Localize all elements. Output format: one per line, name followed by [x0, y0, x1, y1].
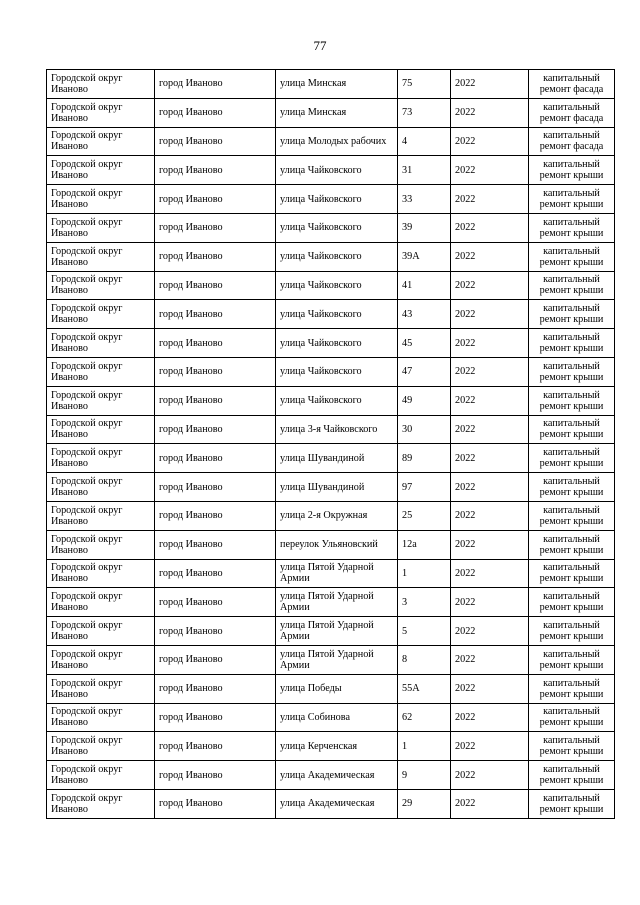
house-number-cell: 12а	[398, 530, 451, 559]
year-cell: 2022	[451, 645, 529, 674]
municipality-cell: Городской округ Иваново	[47, 386, 155, 415]
city-cell: город Иваново	[155, 156, 276, 185]
municipality-cell: Городской округ Иваново	[47, 674, 155, 703]
table-row	[47, 98, 615, 127]
year-cell: 2022	[451, 329, 529, 358]
year-cell: 2022	[451, 703, 529, 732]
table-row	[47, 300, 615, 329]
year-cell: 2022	[451, 242, 529, 271]
city-cell: город Иваново	[155, 70, 276, 99]
house-number-cell: 8	[398, 645, 451, 674]
street-cell: улица Победы	[276, 674, 398, 703]
municipality-cell: Городской округ Иваново	[47, 271, 155, 300]
work-type-cell: капитальный ремонт крыши	[529, 789, 615, 818]
year-cell: 2022	[451, 271, 529, 300]
city-cell: город Иваново	[155, 617, 276, 646]
table-row	[47, 559, 615, 588]
house-number-cell: 39А	[398, 242, 451, 271]
municipality-cell: Городской округ Иваново	[47, 415, 155, 444]
work-type-cell: капитальный ремонт фасада	[529, 70, 615, 99]
city-cell: город Иваново	[155, 127, 276, 156]
year-cell: 2022	[451, 617, 529, 646]
work-type-cell: капитальный ремонт крыши	[529, 530, 615, 559]
year-cell: 2022	[451, 127, 529, 156]
year-cell: 2022	[451, 530, 529, 559]
year-cell: 2022	[451, 156, 529, 185]
work-type-cell: капитальный ремонт крыши	[529, 300, 615, 329]
municipality-cell: Городской округ Иваново	[47, 70, 155, 99]
work-type-cell: капитальный ремонт крыши	[529, 501, 615, 530]
table-row	[47, 703, 615, 732]
city-cell: город Иваново	[155, 789, 276, 818]
house-number-cell: 47	[398, 357, 451, 386]
city-cell: город Иваново	[155, 213, 276, 242]
city-cell: город Иваново	[155, 357, 276, 386]
year-cell: 2022	[451, 674, 529, 703]
municipality-cell: Городской округ Иваново	[47, 645, 155, 674]
municipality-cell: Городской округ Иваново	[47, 127, 155, 156]
street-cell: улица Молодых рабочих	[276, 127, 398, 156]
table-row	[47, 70, 615, 99]
work-type-cell: капитальный ремонт крыши	[529, 674, 615, 703]
municipality-cell: Городской округ Иваново	[47, 300, 155, 329]
year-cell: 2022	[451, 415, 529, 444]
work-type-cell: капитальный ремонт фасада	[529, 98, 615, 127]
work-type-cell: капитальный ремонт крыши	[529, 559, 615, 588]
work-type-cell: капитальный ремонт крыши	[529, 242, 615, 271]
city-cell: город Иваново	[155, 674, 276, 703]
table-row	[47, 501, 615, 530]
city-cell: город Иваново	[155, 588, 276, 617]
street-cell: улица Минская	[276, 70, 398, 99]
city-cell: город Иваново	[155, 271, 276, 300]
year-cell: 2022	[451, 357, 529, 386]
city-cell: город Иваново	[155, 732, 276, 761]
street-cell: улица Академическая	[276, 789, 398, 818]
street-cell: улица Чайковского	[276, 357, 398, 386]
city-cell: город Иваново	[155, 185, 276, 214]
work-type-cell: капитальный ремонт крыши	[529, 271, 615, 300]
municipality-cell: Городской округ Иваново	[47, 789, 155, 818]
house-number-cell: 3	[398, 588, 451, 617]
repair-schedule-table	[46, 69, 615, 819]
street-cell: улица Минская	[276, 98, 398, 127]
house-number-cell: 41	[398, 271, 451, 300]
year-cell: 2022	[451, 386, 529, 415]
street-cell: улица Шувандиной	[276, 444, 398, 473]
year-cell: 2022	[451, 185, 529, 214]
year-cell: 2022	[451, 559, 529, 588]
work-type-cell: капитальный ремонт крыши	[529, 617, 615, 646]
table-row	[47, 645, 615, 674]
city-cell: город Иваново	[155, 444, 276, 473]
table-row	[47, 357, 615, 386]
street-cell: улица Шувандиной	[276, 473, 398, 502]
table-row	[47, 530, 615, 559]
street-cell: улица Чайковского	[276, 156, 398, 185]
street-cell: улица Чайковского	[276, 300, 398, 329]
table-row	[47, 271, 615, 300]
street-cell: улица Чайковского	[276, 271, 398, 300]
house-number-cell: 25	[398, 501, 451, 530]
house-number-cell: 30	[398, 415, 451, 444]
house-number-cell: 31	[398, 156, 451, 185]
work-type-cell: капитальный ремонт крыши	[529, 415, 615, 444]
municipality-cell: Городской округ Иваново	[47, 703, 155, 732]
municipality-cell: Городской округ Иваново	[47, 761, 155, 790]
page-number: 77	[313, 38, 327, 53]
year-cell: 2022	[451, 588, 529, 617]
year-cell: 2022	[451, 213, 529, 242]
house-number-cell: 39	[398, 213, 451, 242]
table-row	[47, 156, 615, 185]
street-cell: улица Чайковского	[276, 242, 398, 271]
municipality-cell: Городской округ Иваново	[47, 98, 155, 127]
city-cell: город Иваново	[155, 473, 276, 502]
house-number-cell: 73	[398, 98, 451, 127]
street-cell: улица Пятой Ударной Армии	[276, 559, 398, 588]
year-cell: 2022	[451, 98, 529, 127]
table-row	[47, 415, 615, 444]
year-cell: 2022	[451, 70, 529, 99]
house-number-cell: 55А	[398, 674, 451, 703]
street-cell: улица Академическая	[276, 761, 398, 790]
street-cell: улица Пятой Ударной Армии	[276, 588, 398, 617]
work-type-cell: капитальный ремонт крыши	[529, 732, 615, 761]
table-row	[47, 617, 615, 646]
work-type-cell: капитальный ремонт крыши	[529, 357, 615, 386]
city-cell: город Иваново	[155, 300, 276, 329]
work-type-cell: капитальный ремонт крыши	[529, 473, 615, 502]
municipality-cell: Городской округ Иваново	[47, 444, 155, 473]
table-row	[47, 386, 615, 415]
municipality-cell: Городской округ Иваново	[47, 156, 155, 185]
city-cell: город Иваново	[155, 329, 276, 358]
work-type-cell: капитальный ремонт крыши	[529, 703, 615, 732]
table-row	[47, 185, 615, 214]
work-type-cell: капитальный ремонт крыши	[529, 329, 615, 358]
municipality-cell: Городской округ Иваново	[47, 617, 155, 646]
street-cell: улица Чайковского	[276, 185, 398, 214]
work-type-cell: капитальный ремонт крыши	[529, 213, 615, 242]
table-row	[47, 329, 615, 358]
year-cell: 2022	[451, 501, 529, 530]
table-row	[47, 444, 615, 473]
city-cell: город Иваново	[155, 415, 276, 444]
house-number-cell: 62	[398, 703, 451, 732]
table-row	[47, 127, 615, 156]
street-cell: улица Собинова	[276, 703, 398, 732]
table-row	[47, 588, 615, 617]
work-type-cell: капитальный ремонт крыши	[529, 444, 615, 473]
year-cell: 2022	[451, 761, 529, 790]
year-cell: 2022	[451, 732, 529, 761]
year-cell: 2022	[451, 444, 529, 473]
house-number-cell: 45	[398, 329, 451, 358]
house-number-cell: 97	[398, 473, 451, 502]
street-cell: переулок Ульяновский	[276, 530, 398, 559]
year-cell: 2022	[451, 473, 529, 502]
year-cell: 2022	[451, 300, 529, 329]
street-cell: улица 3-я Чайковского	[276, 415, 398, 444]
municipality-cell: Городской округ Иваново	[47, 501, 155, 530]
house-number-cell: 5	[398, 617, 451, 646]
municipality-cell: Городской округ Иваново	[47, 588, 155, 617]
city-cell: город Иваново	[155, 386, 276, 415]
house-number-cell: 4	[398, 127, 451, 156]
table-body	[47, 70, 615, 819]
city-cell: город Иваново	[155, 530, 276, 559]
city-cell: город Иваново	[155, 242, 276, 271]
municipality-cell: Городской округ Иваново	[47, 329, 155, 358]
work-type-cell: капитальный ремонт крыши	[529, 645, 615, 674]
city-cell: город Иваново	[155, 761, 276, 790]
work-type-cell: капитальный ремонт крыши	[529, 386, 615, 415]
work-type-cell: капитальный ремонт крыши	[529, 156, 615, 185]
table-row	[47, 761, 615, 790]
house-number-cell: 1	[398, 559, 451, 588]
municipality-cell: Городской округ Иваново	[47, 732, 155, 761]
street-cell: улица Керченская	[276, 732, 398, 761]
work-type-cell: капитальный ремонт крыши	[529, 761, 615, 790]
house-number-cell: 43	[398, 300, 451, 329]
municipality-cell: Городской округ Иваново	[47, 559, 155, 588]
municipality-cell: Городской округ Иваново	[47, 473, 155, 502]
city-cell: город Иваново	[155, 645, 276, 674]
house-number-cell: 49	[398, 386, 451, 415]
street-cell: улица Чайковского	[276, 386, 398, 415]
house-number-cell: 1	[398, 732, 451, 761]
work-type-cell: капитальный ремонт крыши	[529, 185, 615, 214]
table-row	[47, 213, 615, 242]
city-cell: город Иваново	[155, 559, 276, 588]
house-number-cell: 75	[398, 70, 451, 99]
municipality-cell: Городской округ Иваново	[47, 530, 155, 559]
street-cell: улица Чайковского	[276, 329, 398, 358]
city-cell: город Иваново	[155, 703, 276, 732]
street-cell: улица Чайковского	[276, 213, 398, 242]
table-row	[47, 242, 615, 271]
street-cell: улица Пятой Ударной Армии	[276, 645, 398, 674]
year-cell: 2022	[451, 789, 529, 818]
table-row	[47, 732, 615, 761]
work-type-cell: капитальный ремонт крыши	[529, 588, 615, 617]
municipality-cell: Городской округ Иваново	[47, 213, 155, 242]
work-type-cell: капитальный ремонт фасада	[529, 127, 615, 156]
city-cell: город Иваново	[155, 98, 276, 127]
table-row	[47, 789, 615, 818]
table-row	[47, 473, 615, 502]
street-cell: улица 2-я Окружная	[276, 501, 398, 530]
street-cell: улица Пятой Ударной Армии	[276, 617, 398, 646]
house-number-cell: 89	[398, 444, 451, 473]
house-number-cell: 29	[398, 789, 451, 818]
table-row	[47, 674, 615, 703]
municipality-cell: Городской округ Иваново	[47, 242, 155, 271]
house-number-cell: 33	[398, 185, 451, 214]
municipality-cell: Городской округ Иваново	[47, 357, 155, 386]
city-cell: город Иваново	[155, 501, 276, 530]
house-number-cell: 9	[398, 761, 451, 790]
municipality-cell: Городской округ Иваново	[47, 185, 155, 214]
